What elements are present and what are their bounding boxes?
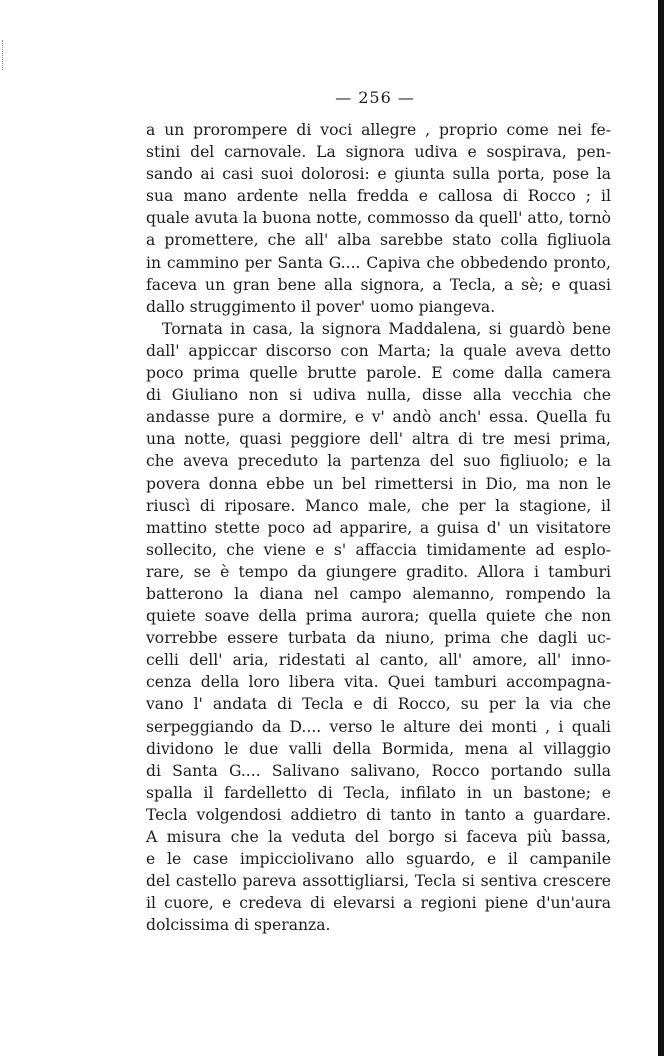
text-line: andasse pure a dormire, e v' andò anch' essa. Quella fu: [146, 408, 611, 427]
text-line: Tecla volgendosi addietro di tanto in tanto a guardare.: [146, 805, 611, 824]
text-line: una notte, quasi peggiore dell' altra di tre mesi prima,: [146, 430, 611, 449]
text-line: dall' appiccar discorso con Marta; la quale aveva detto: [146, 341, 611, 360]
text-line: sando ai casi suoi dolorosi: e giunta sulla porta, pose la: [146, 165, 611, 184]
text-line: mattino stette poco ad apparire, a guisa d' un visitatore: [146, 518, 611, 537]
page-edge-shadow: [658, 0, 664, 1056]
text-line: vorrebbe essere turbata da niuno, prima che dagli uc-: [146, 629, 611, 648]
text-line: dallo struggimento il pover' uomo piangeva.: [146, 297, 496, 316]
text-line: rare, se è tempo da giungere gradito. Allora i tamburi: [146, 562, 611, 581]
text-line: dividono le due valli della Bormida, mena al villaggio: [146, 739, 611, 758]
text-line: a promettere, che all' alba sarebbe stato colla figliuola: [146, 231, 611, 250]
text-line: povera donna ebbe un bel rimettersi in Dio, ma non le: [146, 474, 611, 493]
text-line: batterono la diana nel campo alemanno, rompendo la: [146, 584, 611, 603]
page-number: — 256 —: [335, 88, 415, 107]
text-line: di Santa G.... Salivano salivano, Rocco portando sulla: [146, 761, 611, 780]
text-line: dolcissima di speranza.: [146, 916, 331, 935]
text-line: cenza della loro libera vita. Quei tamburi accompagna-: [146, 673, 611, 692]
text-line: faceva un gran bene alla signora, a Tecla, a sè; e quasi: [146, 275, 611, 294]
body-text: [146, 119, 611, 936]
text-line: sollecito, che viene e s' affaccia timidamente ad esplo-: [146, 540, 611, 559]
paragraph: [146, 119, 611, 318]
text-line: il cuore, e credeva di elevarsi a regioni piene d'un'aura: [146, 894, 611, 913]
text-line: del castello pareva assottigliarsi, Tecla si sentiva crescere: [146, 872, 611, 891]
text-line: a un prorompere di voci allegre , proprio come nei fe-: [146, 121, 611, 139]
text-line: poco prima quelle brutte parole. E come dalla camera: [146, 364, 611, 383]
text-line: spalla il fardelletto di Tecla, infilato in un bastone; e: [146, 783, 611, 802]
text-line: in cammino per Santa G.... Capiva che obbedendo pronto,: [146, 253, 611, 272]
paragraph: [146, 318, 611, 937]
text-line: di Giuliano non si udiva nulla, disse alla vecchia che: [146, 386, 611, 405]
text-line: e le case impicciolivano allo sguardo, e il campanile: [146, 850, 611, 869]
text-line: quiete soave della prima aurora; quella quiete che non: [146, 607, 611, 626]
text-line: sua mano ardente nella fredda e callosa di Rocco ; il: [146, 187, 611, 206]
scan-margin-marks: [2, 40, 5, 70]
text-line: serpeggiando da D.... verso le alture dei monti , i quali: [146, 717, 611, 736]
text-line: A misura che la veduta del borgo si faceva più bassa,: [146, 828, 611, 846]
text-line: che aveva preceduto la partenza del suo figliuolo; e la: [146, 452, 611, 471]
text-line: Tornata in casa, la signora Maddalena, si guardò bene: [162, 319, 611, 338]
text-line: riuscì di riposare. Manco male, che per la stagione, il: [146, 496, 611, 515]
text-line: stini del carnovale. La signora udiva e sospirava, pen-: [146, 143, 611, 162]
page-number-header: [0, 88, 658, 107]
text-line: quale avuta la buona notte, commosso da quell' atto, tornò: [146, 209, 612, 228]
text-line: celli dell' aria, ridestati al canto, all' amore, all' inno-: [146, 651, 611, 670]
text-line: vano l' andata di Tecla e di Rocco, su per la via che: [146, 695, 611, 714]
